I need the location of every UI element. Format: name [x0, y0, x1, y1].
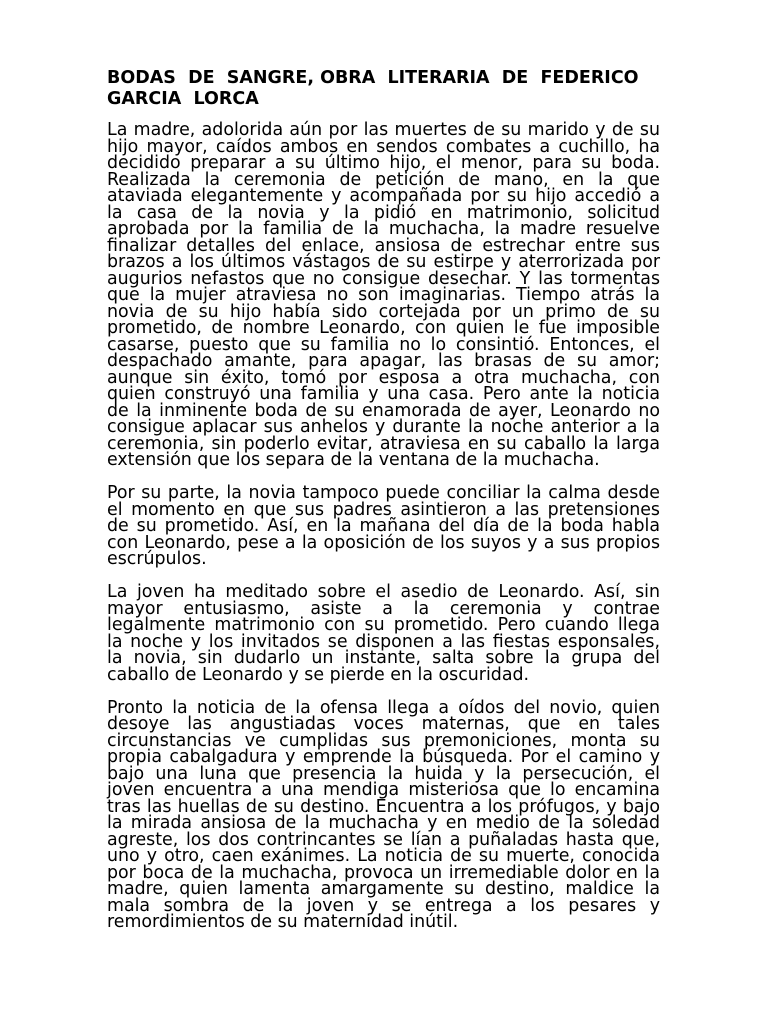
paragraph-line: ataviada elegantemente y acompañada por su hijo accedió a	[107, 186, 660, 206]
paragraph-line: aprobada por la familia de la muchacha, la madre resuelve	[107, 219, 660, 239]
paragraph-line: Pronto la noticia de la ofensa llega a oídos del novio, quien	[107, 697, 660, 718]
paragraph-line: quien construyó una familia y una casa. Pero ante la noticia	[107, 384, 660, 404]
paragraph	[107, 697, 660, 932]
paragraph-line: consigue aplacar sus anhelos y durante la noche anterior a la	[107, 417, 660, 437]
paragraph-line: Por su parte, la novia tampoco puede conciliar la calma desde	[107, 483, 660, 503]
paragraph-line: bajo una luna que presencia la huida y la persecución, el	[107, 763, 660, 784]
paragraph-line: uno y otro, caen exánimes. La noticia de su muerte, conocida	[107, 846, 660, 866]
paragraph-line: de su prometido. Así, en la mañana del día de la boda habla	[107, 516, 660, 536]
paragraph-line: aunque sin éxito, tomó por esposa a otra muchacha, con	[107, 367, 660, 388]
title-line: BODAS DE SANGRE, OBRA LITERARIA DE FEDERICO	[107, 68, 639, 88]
paragraph	[107, 122, 660, 469]
paragraph	[107, 584, 660, 683]
paragraph-line: Realizada la ceremonia de petición de mano, en la que	[107, 169, 660, 190]
paragraph-line: casarse, puesto que su familia no lo consintió. Entonces, el	[107, 334, 660, 355]
paragraph-line: La joven ha meditado sobre el asedio de Leonardo. Así, sin	[107, 582, 660, 602]
title-line: GARCIA LORCA	[107, 89, 259, 109]
paragraph-line: despachado amante, para apagar, las brasas de su amor;	[107, 351, 660, 371]
paragraph-line: extensión que los separa de la ventana de la muchacha.	[107, 450, 600, 470]
paragraph-line: finalizar detalles del enlace, ansiosa de estrechar entre sus	[107, 235, 660, 256]
paragraph-line: augurios nefastos que no consigue desechar. Y las tormentas	[107, 268, 660, 289]
paragraph-line: prometido, de nombre Leonardo, con quien le fue imposible	[107, 318, 660, 338]
paragraph-line: propia cabalgadura y emprende la búsqueda. Por el camino y	[107, 747, 660, 767]
paragraph-line: joven encuentra a una mendiga misteriosa que lo encamina	[107, 780, 660, 800]
paragraph-line: por boca de la muchacha, provoca un irremediable dolor en la	[107, 862, 660, 883]
paragraph-line: con Leonardo, pese a la oposición de los suyos y a sus propios	[107, 532, 660, 553]
paragraph-line: ceremonia, sin poderlo evitar, atraviesa en su caballo la larga	[107, 433, 660, 454]
paragraph-line: madre, quien lamenta amargamente su destino, maldice la	[107, 879, 660, 899]
paragraph-line: mala sombra de la joven y se entrega a los pesares y	[107, 895, 660, 916]
document-body	[107, 122, 660, 931]
document-title	[107, 68, 660, 110]
paragraph-line: mayor entusiasmo, asiste a la ceremonia y contrae	[107, 598, 660, 619]
paragraph-line: circunstancias ve cumplidas sus premoniciones, monta su	[107, 730, 660, 751]
paragraph-line: que la mujer atraviesa no son imaginarias. Tiempo atrás la	[107, 285, 660, 305]
paragraph-line: desoye las angustiadas voces maternas, que en tales	[107, 714, 660, 734]
paragraph-line: decidido preparar a su último hijo, el menor, para su boda.	[107, 153, 660, 173]
paragraph-line: caballo de Leonardo y se pierde en la oscuridad.	[107, 664, 530, 685]
paragraph-line: de la inminente boda de su enamorada de ayer, Leonardo no	[107, 400, 660, 421]
paragraph-line: la mirada ansiosa de la muchacha y en medio de la soledad	[107, 813, 660, 833]
paragraph-line: legalmente matrimonio con su prometido. Pero cuando llega	[107, 615, 660, 635]
paragraph-line: la novia, sin dudarlo un instante, salta sobre la grupa del	[107, 648, 660, 668]
paragraph-line: brazos a los últimos vástagos de su estirpe y aterrorizada por	[107, 252, 660, 272]
paragraph-line: escrúpulos.	[107, 549, 207, 569]
paragraph-line: remordimientos de su maternidad inútil.	[107, 912, 459, 932]
paragraph-line: agreste, los dos contrincantes se lían a puñaladas hasta que,	[107, 829, 660, 850]
paragraph-line: el momento en que sus padres asintieron a las pretensiones	[107, 499, 660, 520]
paragraph-line: la casa de la novia y la pidió en matrimonio, solicitud	[107, 202, 660, 223]
paragraph-line: La madre, adolorida aún por las muertes de su marido y de su	[107, 120, 660, 140]
paragraph-line: hijo mayor, caídos ambos en sendos combates a cuchillo, ha	[107, 136, 660, 157]
paragraph-line: novia de su hijo había sido cortejada por un primo de su	[107, 301, 660, 322]
paragraph-line: la noche y los invitados se disponen a las fiestas esponsales,	[107, 631, 660, 652]
paragraph	[107, 485, 660, 568]
paragraph-line: tras las huellas de su destino. Encuentra a los prófugos, y bajo	[107, 796, 660, 817]
